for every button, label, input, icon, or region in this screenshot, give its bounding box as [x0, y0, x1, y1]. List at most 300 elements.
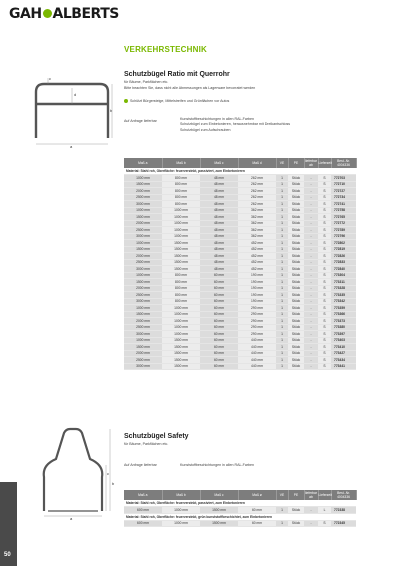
cell: 2000 mm [124, 285, 162, 292]
cell: 60 mm [200, 357, 238, 364]
cell: 290 mm [238, 324, 276, 331]
cell: S [318, 266, 331, 273]
cell: 3000 mm [124, 233, 162, 240]
cell: 60 mm [200, 363, 238, 370]
cell: 3000 mm [124, 331, 162, 338]
cell: Stück [288, 324, 304, 331]
cell: 1500 mm [162, 344, 200, 351]
cell: - [304, 357, 318, 364]
cell: 773441 [331, 363, 356, 370]
product1-desc1: für Bäume, Parkflächen etc. [124, 80, 169, 84]
cell: 48 mm [200, 259, 238, 266]
cell: 48 mm [200, 220, 238, 227]
cell: 1000 mm [162, 227, 200, 234]
header-cell: Best.-Nr. 4004336 [331, 158, 356, 168]
cell: S [318, 240, 331, 247]
cell: Stück [288, 292, 304, 299]
cell: 452 mm [238, 240, 276, 247]
product1-request-lines [180, 117, 290, 133]
cell: 772765 [331, 214, 356, 221]
cell: S [318, 520, 331, 527]
cell: Stück [288, 279, 304, 286]
cell: 773403 [331, 337, 356, 344]
cell: Stück [288, 214, 304, 221]
cell: 2500 mm [124, 357, 162, 364]
cell: 48 mm [200, 240, 238, 247]
cell: - [304, 350, 318, 357]
cell: 1 [276, 272, 288, 279]
cell: S [318, 188, 331, 195]
cell: 2000 mm [124, 350, 162, 357]
header-cell: Maß c [200, 158, 238, 168]
cell: 773328 [331, 285, 356, 292]
cell: Stück [288, 253, 304, 260]
cell: 1500 mm [124, 344, 162, 351]
diagram2-label-b: b [112, 481, 115, 486]
cell: 1500 mm [162, 363, 200, 370]
cell: 772833 [331, 259, 356, 266]
cell: 1500 mm [200, 507, 238, 514]
cell: 772703 [331, 175, 356, 182]
cell: Stück [288, 227, 304, 234]
cell: 60 mm [200, 311, 238, 318]
cell: 1500 mm [124, 311, 162, 318]
cell: 1000 mm [124, 337, 162, 344]
cell: 1000 mm [124, 272, 162, 279]
cell: 48 mm [200, 175, 238, 182]
cell: S [318, 279, 331, 286]
cell: 773335 [331, 292, 356, 299]
cell: 1 [276, 337, 288, 344]
header-cell: Maß a [124, 158, 162, 168]
cell: 1500 mm [162, 253, 200, 260]
cell: 48 mm [200, 233, 238, 240]
cell: S [318, 201, 331, 208]
cell: 440 mm [238, 337, 276, 344]
cell: S [318, 175, 331, 182]
cell: S [318, 214, 331, 221]
cell: 60 mm [200, 350, 238, 357]
cell: 800 mm [162, 201, 200, 208]
cell: 800 mm [162, 194, 200, 201]
cell: 1 [276, 220, 288, 227]
cell: 48 mm [200, 181, 238, 188]
header-cell: PE [288, 158, 304, 168]
cell: 362 mm [238, 227, 276, 234]
cell: - [304, 311, 318, 318]
cell: S [318, 194, 331, 201]
cell: - [304, 175, 318, 182]
cell: 1 [276, 507, 288, 514]
cell: 773342 [331, 298, 356, 305]
cell: 1500 mm [162, 266, 200, 273]
cell: 772796 [331, 233, 356, 240]
cell: 60 mm [200, 292, 238, 299]
product1-bullet [124, 99, 229, 103]
cell: 362 mm [238, 233, 276, 240]
cell: S [318, 220, 331, 227]
cell: Stück [288, 318, 304, 325]
diagram-label-b: b [110, 108, 113, 113]
cell: 440 mm [238, 363, 276, 370]
brand-logo [9, 6, 119, 22]
cell: 1 [276, 357, 288, 364]
cell: 1500 mm [200, 520, 238, 527]
cell: 48 mm [200, 201, 238, 208]
cell: 1 [276, 188, 288, 195]
cell: 1 [276, 214, 288, 221]
cell: 1000 mm [162, 220, 200, 227]
cell: 773304 [331, 272, 356, 279]
cell: S [318, 337, 331, 344]
cell: 772772 [331, 220, 356, 227]
cell: Stück [288, 220, 304, 227]
cell: Stück [288, 311, 304, 318]
cell: 800 mm [162, 298, 200, 305]
cell: 1000 mm [162, 520, 200, 527]
cell: 48 mm [200, 266, 238, 273]
cell: 1000 mm [162, 318, 200, 325]
cell: 1000 mm [162, 305, 200, 312]
cell: - [304, 324, 318, 331]
cell: 48 mm [200, 207, 238, 214]
cell: S [318, 350, 331, 357]
cell: 362 mm [238, 220, 276, 227]
cell: S [318, 331, 331, 338]
cell: - [304, 520, 318, 527]
brand-right: ALBERTS [52, 6, 119, 22]
product1-table [124, 158, 357, 370]
cell: 2000 mm [124, 318, 162, 325]
cell: 290 mm [238, 305, 276, 312]
cell: Stück [288, 188, 304, 195]
cell: 800 mm [162, 279, 200, 286]
cell: 1 [276, 259, 288, 266]
cell: S [318, 318, 331, 325]
cell: 190 mm [238, 298, 276, 305]
diagram2-label-a: a [70, 516, 73, 521]
cell: Stück [288, 350, 304, 357]
cell: 440 mm [238, 344, 276, 351]
header-cell: VE [276, 158, 288, 168]
cell: 290 mm [238, 311, 276, 318]
cell: 800 mm [162, 285, 200, 292]
header-cell: Maß b [162, 490, 200, 500]
cell: Stück [288, 363, 304, 370]
cell: 1 [276, 344, 288, 351]
cell: 1500 mm [162, 350, 200, 357]
cell: S [318, 305, 331, 312]
cell: 1000 mm [162, 207, 200, 214]
cell: 772826 [331, 253, 356, 260]
cell: 772727 [331, 188, 356, 195]
cell: 1 [276, 175, 288, 182]
cell: Stück [288, 246, 304, 253]
cell: - [304, 253, 318, 260]
cell: - [304, 214, 318, 221]
cell: Stück [288, 194, 304, 201]
cell: - [304, 207, 318, 214]
cell: 2500 mm [124, 227, 162, 234]
cell: 1 [276, 285, 288, 292]
cell: 2500 mm [124, 292, 162, 299]
table-header-row [124, 490, 356, 500]
cell: L [318, 507, 331, 514]
cell: 772741 [331, 201, 356, 208]
cell: 1000 mm [124, 240, 162, 247]
cell: 772734 [331, 194, 356, 201]
cell: - [304, 233, 318, 240]
brand-dot-icon [43, 9, 52, 18]
cell: 452 mm [238, 259, 276, 266]
cell: 1500 mm [162, 240, 200, 247]
bullet-dot-icon [124, 99, 128, 103]
cell: 362 mm [238, 207, 276, 214]
cell: 60 mm [200, 324, 238, 331]
cell: 1000 mm [124, 207, 162, 214]
cell: 1 [276, 363, 288, 370]
cell: 1 [276, 311, 288, 318]
cell: S [318, 311, 331, 318]
cell: Stück [288, 266, 304, 273]
cell: 262 mm [238, 201, 276, 208]
product2-title: Schutzbügel Safety [124, 433, 189, 440]
cell: 1 [276, 227, 288, 234]
cell: Stück [288, 201, 304, 208]
cell: 1 [276, 266, 288, 273]
cell: Stück [288, 181, 304, 188]
cell: 1 [276, 181, 288, 188]
cell: 1 [276, 520, 288, 527]
cell: 772819 [331, 246, 356, 253]
cell: Stück [288, 357, 304, 364]
cell: - [304, 331, 318, 338]
cell: 772789 [331, 227, 356, 234]
cell: S [318, 246, 331, 253]
cell: 773366 [331, 311, 356, 318]
cell: 3000 mm [124, 298, 162, 305]
cell: 772345 [331, 520, 356, 527]
cell: S [318, 207, 331, 214]
cell: Stück [288, 233, 304, 240]
cell: - [304, 363, 318, 370]
cell: 190 mm [238, 292, 276, 299]
cell: S [318, 259, 331, 266]
cell: 1500 mm [162, 337, 200, 344]
cell: Stück [288, 305, 304, 312]
cell: 2500 mm [124, 259, 162, 266]
cell: 1 [276, 331, 288, 338]
table-row [124, 520, 356, 527]
cell: 48 mm [200, 227, 238, 234]
cell: 773434 [331, 357, 356, 364]
cell: 1000 mm [162, 507, 200, 514]
cell: 772710 [331, 181, 356, 188]
diagram2-label-c: c [107, 471, 109, 476]
cell: - [304, 240, 318, 247]
cell: 3000 mm [124, 201, 162, 208]
cell: 362 mm [238, 214, 276, 221]
cell: 1 [276, 298, 288, 305]
cell: 48 mm [200, 188, 238, 195]
product1-desc2: Bitte beachten Sie, dass nicht alle Abmessungen als Lagerware bevorratet werden [124, 86, 256, 90]
cell: 60 mm [200, 285, 238, 292]
cell: Stück [288, 520, 304, 527]
cell: 60 mm [200, 298, 238, 305]
brand-left: GAH [9, 6, 42, 22]
cell: 1500 mm [162, 259, 200, 266]
table-header-row [124, 158, 356, 168]
cell: 440 mm [238, 357, 276, 364]
cell: 2500 mm [124, 194, 162, 201]
cell: 1 [276, 350, 288, 357]
material-text: Material: Stahl roh, Oberfläche: feuerverzinkt, passiviert, zum Einbetonieren [124, 168, 356, 175]
cell: 48 mm [200, 253, 238, 260]
cell: S [318, 285, 331, 292]
header-cell: Maß d [238, 158, 276, 168]
cell: Stück [288, 285, 304, 292]
cell: Stück [288, 298, 304, 305]
cell: 1500 mm [162, 357, 200, 364]
cell: 1 [276, 324, 288, 331]
header-cell: Maß a [124, 490, 162, 500]
cell: - [304, 272, 318, 279]
cell: 1000 mm [162, 214, 200, 221]
cell: 1500 mm [124, 246, 162, 253]
material-text: Material: Stahl roh, Oberfläche: feuerverzinkt, passiviert, zum Einbetonieren [124, 500, 356, 507]
cell: 262 mm [238, 188, 276, 195]
cell: 190 mm [238, 285, 276, 292]
product1-title: Schutzbügel Ratio mit Querrohr [124, 71, 230, 78]
cell: 1000 mm [124, 175, 162, 182]
cell: 773397 [331, 331, 356, 338]
cell: 1 [276, 292, 288, 299]
cell: 48 mm [200, 214, 238, 221]
cell: Stück [288, 507, 304, 514]
cell: 800 mm [162, 175, 200, 182]
cell: Stück [288, 259, 304, 266]
cell: - [304, 220, 318, 227]
cell: - [304, 181, 318, 188]
cell: S [318, 233, 331, 240]
cell: - [304, 279, 318, 286]
material-row [124, 513, 356, 520]
cell: 48 mm [200, 194, 238, 201]
cell: 772802 [331, 240, 356, 247]
header-cell: VE [276, 490, 288, 500]
cell: 1 [276, 318, 288, 325]
cell: S [318, 357, 331, 364]
cell: 452 mm [238, 246, 276, 253]
cell: Stück [288, 240, 304, 247]
cell: S [318, 272, 331, 279]
cell: 1500 mm [124, 181, 162, 188]
cell: 1 [276, 246, 288, 253]
cell: - [304, 344, 318, 351]
cell: S [318, 324, 331, 331]
cell: - [304, 266, 318, 273]
page-number: 50 [4, 552, 11, 558]
cell: 1 [276, 279, 288, 286]
cell: 290 mm [238, 318, 276, 325]
cell: 1 [276, 305, 288, 312]
cell: 772338 [331, 507, 356, 514]
header-cell: Lieferzeit [318, 158, 331, 168]
cell: 800 mm [162, 188, 200, 195]
cell: 262 mm [238, 194, 276, 201]
header-cell: Maß c [200, 490, 238, 500]
product2-diagram [30, 425, 118, 521]
product2-request-label: Auf Anfrage lieferbar [124, 463, 157, 467]
cell: 60 mm [200, 318, 238, 325]
cell: - [304, 298, 318, 305]
product2-request-line: Kunststoffbeschichtungen in allen RAL-Farben [180, 463, 255, 467]
header-cell: Maß ø [238, 490, 276, 500]
cell: 600 mm [124, 507, 162, 514]
cell: 440 mm [238, 350, 276, 357]
cell: Stück [288, 331, 304, 338]
cell: 262 mm [238, 181, 276, 188]
cell: 773311 [331, 279, 356, 286]
cell: 2000 mm [124, 253, 162, 260]
cell: 1000 mm [162, 311, 200, 318]
header-cell: Best.-Nr. 4004336 [331, 490, 356, 500]
cell: - [304, 305, 318, 312]
cell: - [304, 259, 318, 266]
header-cell: lieferbar ab [305, 159, 317, 167]
cell: 2500 mm [124, 324, 162, 331]
cell: - [304, 292, 318, 299]
cell: 1000 mm [124, 305, 162, 312]
cell: 2000 mm [124, 220, 162, 227]
cell: S [318, 292, 331, 299]
cell: - [304, 246, 318, 253]
cell: 773373 [331, 318, 356, 325]
cell: S [318, 227, 331, 234]
table-row [124, 363, 356, 370]
cell: Stück [288, 337, 304, 344]
cell: 290 mm [238, 331, 276, 338]
cell: Stück [288, 272, 304, 279]
cell: Stück [288, 344, 304, 351]
cell: S [318, 363, 331, 370]
cell: - [304, 194, 318, 201]
product2-table [124, 490, 357, 527]
cell: 60 mm [200, 305, 238, 312]
cell: 773410 [331, 344, 356, 351]
cell: 1000 mm [162, 324, 200, 331]
cell: 48 mm [200, 246, 238, 253]
cell: 60 mm [200, 331, 238, 338]
cell: - [304, 337, 318, 344]
cell: 1500 mm [124, 279, 162, 286]
cell: 452 mm [238, 253, 276, 260]
cell: S [318, 298, 331, 305]
cell: 60 mm [200, 279, 238, 286]
cell: - [304, 285, 318, 292]
cell: 1 [276, 233, 288, 240]
cell: 60 mm [238, 520, 276, 527]
diagram-label-a: a [70, 144, 73, 148]
cell: 1 [276, 194, 288, 201]
header-cell: Maß b [162, 158, 200, 168]
cell: 190 mm [238, 279, 276, 286]
cell: - [304, 201, 318, 208]
cell: 600 mm [124, 520, 162, 527]
cell: 3000 mm [124, 266, 162, 273]
cell: 800 mm [162, 181, 200, 188]
cell: 800 mm [162, 292, 200, 299]
